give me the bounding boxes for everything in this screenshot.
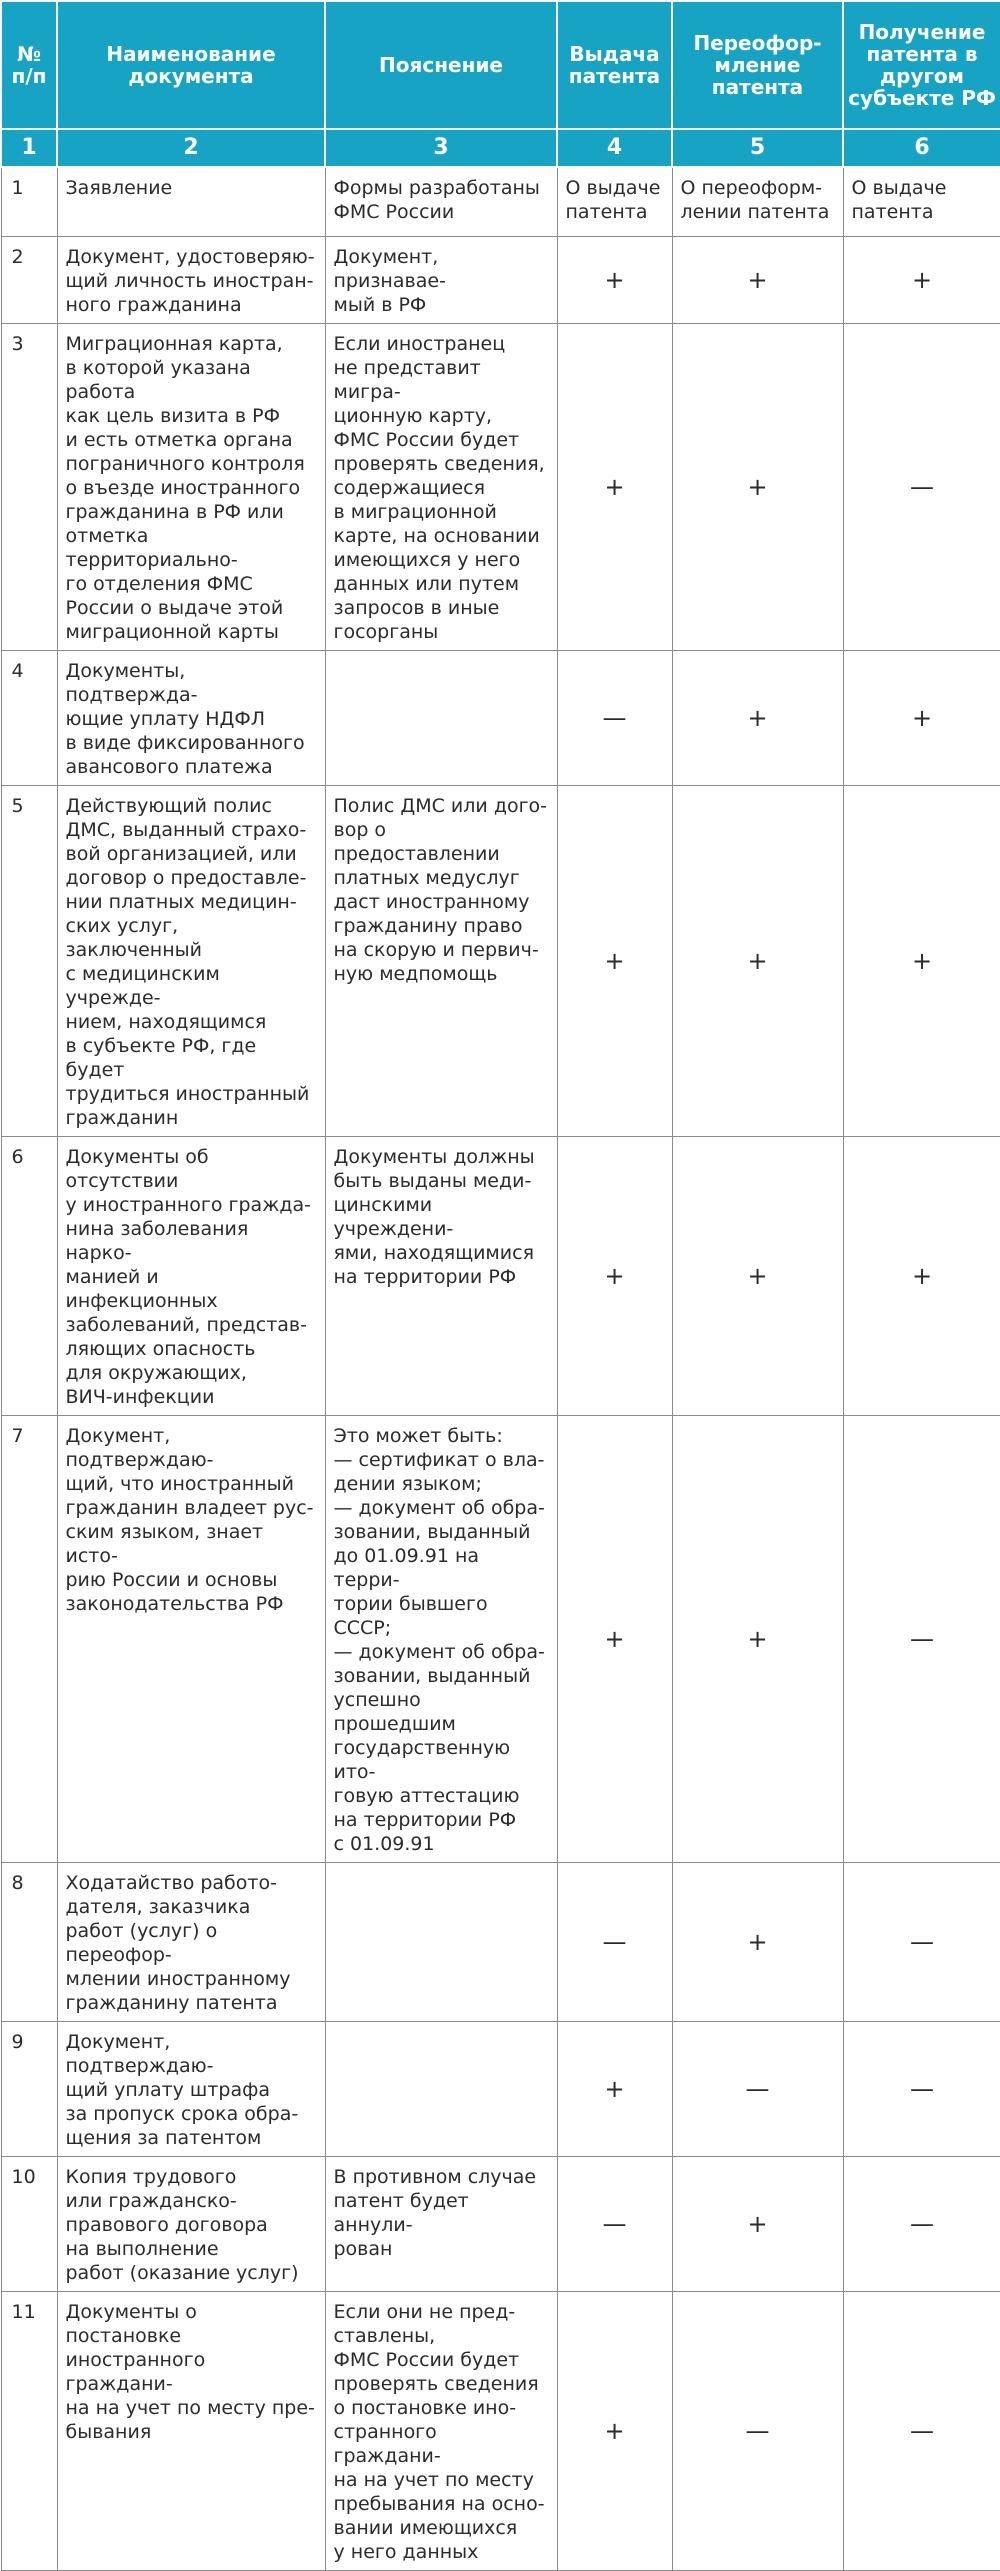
other-region-mark: + [843,650,1000,785]
col-number: 5 [672,129,843,167]
issue-mark: — [557,2156,672,2291]
document-name: Документы, подтвержда- ющие уплату НДФЛ в виде фиксированного авансового платежа [57,650,325,785]
col-header-note: Пояснение [325,1,557,129]
reissue-mark: + [672,236,843,323]
other-region-mark: — [843,2156,1000,2291]
row-number: 3 [1,323,57,650]
note [325,650,557,785]
document-name: Документ, подтверждаю- щий, что иностранный гражданин владеет рус- ским языком, знает исто- рию России и основы законодательства РФ [57,1415,325,1862]
issue-mark: + [557,236,672,323]
document-name: Документы о постановке иностранного граждани- на на учет по месту пре- бывания [57,2291,325,2570]
other-region-mark: — [843,2291,1000,2570]
reissue-mark: + [672,650,843,785]
table-row [1,167,1000,236]
document-name: Действующий полис ДМС, выданный страхо- вой организацией, или договор о предоставле- нии платных медицин- ских услуг, заключенный с медицинским учрежде- нием, находящимся в субъекте РФ, где будет трудиться иностранный гражданин [57,785,325,1136]
reissue-mark: + [672,2156,843,2291]
row-number: 11 [1,2291,57,2570]
reissue-mark: + [672,1415,843,1862]
other-region-value: О выдаче патента [843,167,1000,236]
table-row [1,2021,1000,2156]
col-number: 2 [57,129,325,167]
other-region-mark: — [843,1415,1000,1862]
note: Документы должны быть выданы меди- цинскими учреждени- ями, находящимися на территории РФ [325,1136,557,1415]
other-region-mark: + [843,1136,1000,1415]
issue-mark: + [557,1136,672,1415]
note [325,2021,557,2156]
col-header-reissue: Переофор- мление патента [672,1,843,129]
row-number: 6 [1,1136,57,1415]
issue-mark: + [557,323,672,650]
note [325,1862,557,2021]
document-name: Миграционная карта, в которой указана работа как цель визита в РФ и есть отметка органа пограничного контроля о въезде иностранного гражданина в РФ или отметка территориально- го отделения ФМС России о выдаче этой миграционной карты [57,323,325,650]
reissue-mark: — [672,2021,843,2156]
issue-mark: — [557,1862,672,2021]
row-number: 5 [1,785,57,1136]
row-number: 10 [1,2156,57,2291]
issue-mark: + [557,2021,672,2156]
table-row [1,2156,1000,2291]
col-number: 1 [1,129,57,167]
table-row [1,1862,1000,2021]
note: В противном случае патент будет аннули- рован [325,2156,557,2291]
issue-value: О выдаче патента [557,167,672,236]
table-row [1,236,1000,323]
document-name: Документ, удостоверяю- щий личность иностран- ного гражданина [57,236,325,323]
row-number: 8 [1,1862,57,2021]
reissue-mark: + [672,785,843,1136]
reissue-value: О переоформ- лении патента [672,167,843,236]
row-number: 7 [1,1415,57,1862]
issue-mark: + [557,1415,672,1862]
col-number: 6 [843,129,1000,167]
note: Если они не пред- ставлены, ФМС России будет проверять сведения о постановке ино- странного граждани- на на учет по месту пребывания на осно- вании имеющихся у него данных [325,2291,557,2570]
row-number: 4 [1,650,57,785]
document-name: Документ, подтверждаю- щий уплату штрафа за пропуск срока обра- щения за патентом [57,2021,325,2156]
reissue-mark: + [672,1136,843,1415]
table-row [1,1415,1000,1862]
note: Полис ДМС или дого- вор о предоставлении платных медуслуг даст иностранному гражданину право на скорую и первич- ную медпомощь [325,785,557,1136]
document-name: Ходатайство работо- дателя, заказчика работ (услуг) о переофор- млении иностранному гражданину патента [57,1862,325,2021]
col-header-document: Наименование документа [57,1,325,129]
table-row [1,650,1000,785]
note: Документ, признавае- мый в РФ [325,236,557,323]
other-region-mark: — [843,323,1000,650]
col-header-issue: Выдача патента [557,1,672,129]
table-row [1,2291,1000,2570]
issue-mark: — [557,650,672,785]
reissue-mark: — [672,2291,843,2570]
note: Это может быть: — сертификат о вла- дении языком; — документ об обра- зовании, выданный до 01.09.91 на терри- тории бывшего СССР; — документ об обра- зовании, выданный успешно прошедшим государственную ито- говую аттестацию на территории РФ с 01.09.91 [325,1415,557,1862]
document-name: Копия трудового или гражданско- правового договора на выполнение работ (оказание услуг) [57,2156,325,2291]
table-row [1,1136,1000,1415]
other-region-mark: — [843,2021,1000,2156]
note: Если иностранец не представит мигра- ционную карту, ФМС России будет проверять сведения, содержащиеся в миграционной карте, на основании имеющихся у него данных или путем запросов в иные госорганы [325,323,557,650]
col-header-other-region: Получение патента в другом субъекте РФ [843,1,1000,129]
row-number: 9 [1,2021,57,2156]
reissue-mark: + [672,1862,843,2021]
table-row [1,323,1000,650]
col-number: 4 [557,129,672,167]
other-region-mark: + [843,785,1000,1136]
col-number: 3 [325,129,557,167]
document-name: Документы об отсутствии у иностранного гражда- нина заболевания нарко- манией и инфекционных заболеваний, представ- ляющих опасность для окружающих, ВИЧ-инфекции [57,1136,325,1415]
document-name: Заявление [57,167,325,236]
other-region-mark: — [843,1862,1000,2021]
other-region-mark: + [843,236,1000,323]
reissue-mark: + [672,323,843,650]
row-number: 1 [1,167,57,236]
column-number-row [1,129,1000,167]
row-number: 2 [1,236,57,323]
issue-mark: + [557,2291,672,2570]
table-row [1,785,1000,1136]
issue-mark: + [557,785,672,1136]
header-row [1,1,1000,129]
note: Формы разработаны ФМС России [325,167,557,236]
col-header-number: № п/п [1,1,57,129]
